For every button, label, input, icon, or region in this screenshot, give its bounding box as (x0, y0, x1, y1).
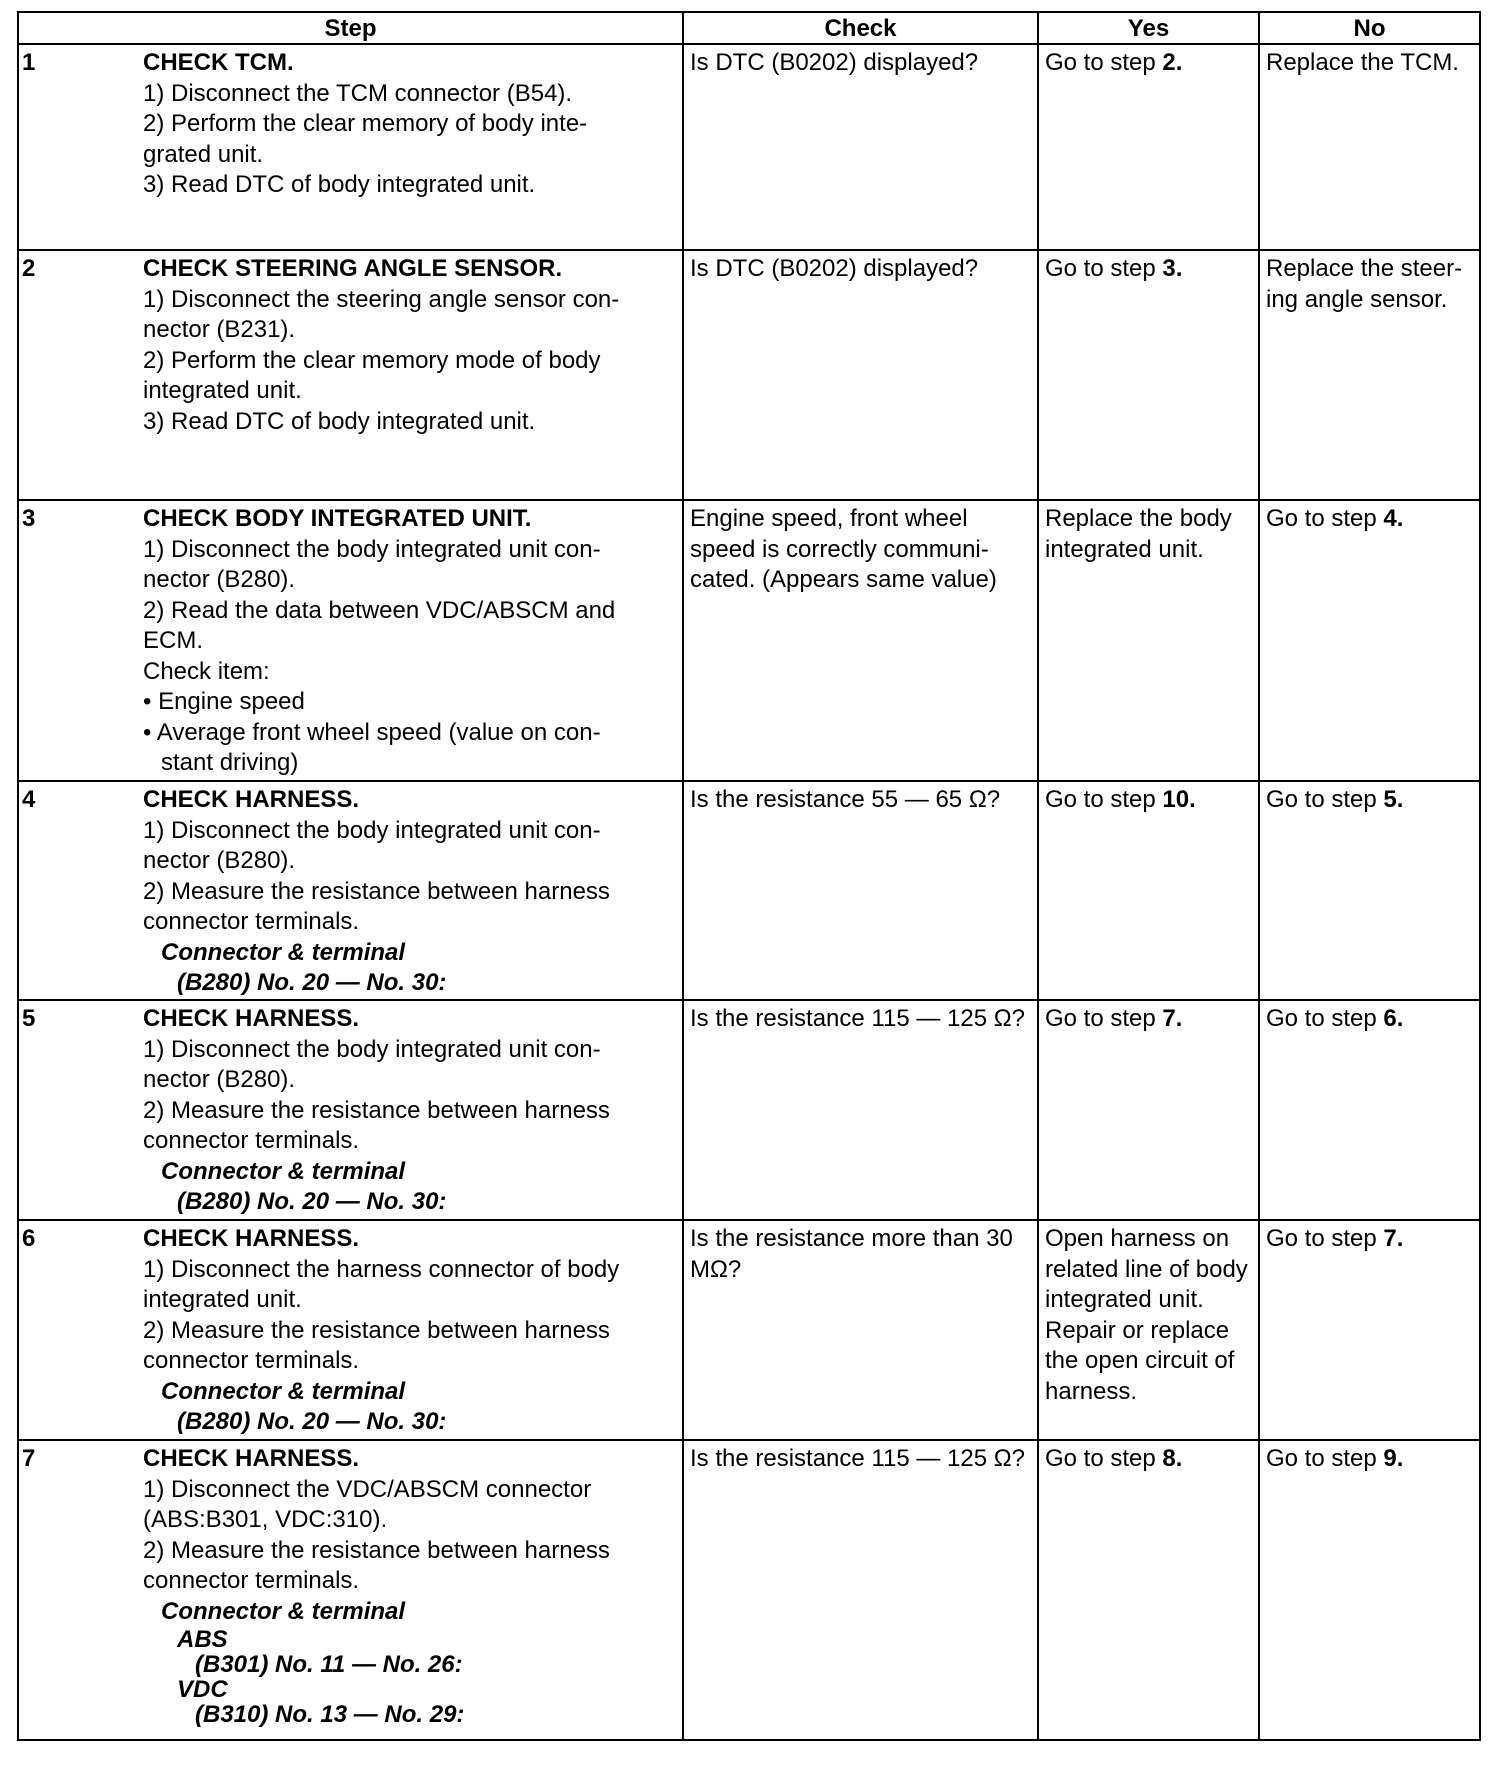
no-cell (1259, 250, 1480, 500)
step-line: 2) Perform the clear memory of body inte- (143, 110, 588, 137)
step-cell (18, 1220, 683, 1440)
step-line: connector terminals. (143, 1567, 360, 1594)
step-line: integrated unit. (143, 1286, 302, 1313)
step-number: 4 (22, 786, 36, 813)
step-title: CHECK HARNESS. (143, 1445, 360, 1472)
step-cell (18, 44, 683, 250)
connector-terminal-abs: (B301) No. 11 — No. 26: (195, 1651, 463, 1678)
no-step-ref: 9. (1383, 1445, 1404, 1472)
step-title: CHECK HARNESS. (143, 1005, 360, 1032)
step-line: 1) Disconnect the body integrated unit con- (143, 535, 601, 563)
table-row (18, 1000, 1480, 1220)
yes-cell (1038, 1220, 1259, 1440)
no-text: Go to step (1266, 1005, 1384, 1032)
table-row (18, 781, 1480, 1000)
step-line: 3) Read DTC of body integrated unit. (143, 407, 536, 435)
step-line: connector terminals. (143, 1347, 360, 1374)
step-line: 3) Read DTC of body integrated unit. (143, 171, 536, 198)
no-step-ref: 4. (1383, 505, 1404, 532)
check-cell: Is the resistance 115 — 125 Ω? (683, 1000, 1038, 1220)
yes-cell (1038, 781, 1259, 1000)
check-cell: Is DTC (B0202) displayed? (683, 44, 1038, 250)
yes-cell (1038, 1440, 1259, 1740)
connector-heading: Connector & terminal (161, 1157, 406, 1185)
header-yes: Yes (1038, 12, 1259, 44)
no-text: Replace the steer-ing angle sensor. (1266, 255, 1463, 313)
step-line: 2) Measure the resistance between harness (143, 1316, 610, 1344)
header-no: No (1259, 12, 1480, 44)
connector-heading: Connector & terminal (161, 1597, 406, 1625)
step-line: 2) Measure the resistance between harness (143, 1096, 610, 1124)
step-number: 6 (22, 1225, 36, 1252)
check-cell: Engine speed, front wheel speed is correctly communi-cated. (Appears same value) (683, 500, 1038, 781)
yes-cell (1038, 500, 1259, 781)
step-number: 7 (22, 1445, 36, 1472)
step-cell (18, 1000, 683, 1220)
yes-text: Go to step (1045, 255, 1163, 282)
check-cell: Is the resistance 115 — 125 Ω? (683, 1440, 1038, 1740)
yes-cell (1038, 44, 1259, 250)
step-line: 1) Disconnect the VDC/ABSCM connector (143, 1475, 592, 1503)
connector-heading: Connector & terminal (161, 938, 406, 966)
connector-terminal: (B280) No. 20 — No. 30: (177, 1188, 447, 1215)
header-check: Check (683, 12, 1038, 44)
table-row (18, 1440, 1480, 1740)
no-text: Go to step (1266, 505, 1384, 532)
step-number: 2 (22, 255, 36, 282)
step-line: nector (B280). (143, 566, 296, 593)
table-row (18, 44, 1480, 250)
yes-text: Go to step (1045, 1005, 1163, 1032)
yes-step-ref: 8. (1162, 1445, 1183, 1472)
yes-text: Replace the body integrated unit. (1045, 505, 1232, 563)
yes-step-ref: 3. (1162, 255, 1183, 282)
step-title: CHECK HARNESS. (143, 1225, 360, 1252)
no-text: Go to step (1266, 1445, 1384, 1472)
no-step-ref: 7. (1383, 1225, 1404, 1252)
step-number: 1 (22, 49, 36, 76)
bullet-item: • Engine speed (143, 688, 305, 715)
step-cell (18, 500, 683, 781)
yes-text: Go to step (1045, 49, 1163, 76)
yes-step-ref: 7. (1162, 1005, 1183, 1032)
yes-step-ref: 2. (1162, 49, 1183, 76)
connector-group-vdc: VDC (177, 1676, 228, 1703)
yes-text: Go to step (1045, 1445, 1163, 1472)
step-line: 2) Read the data between VDC/ABSCM and (143, 596, 616, 624)
no-cell (1259, 44, 1480, 250)
bullet-item-cont: stant driving) (161, 749, 299, 776)
no-text: Go to step (1266, 1225, 1384, 1252)
table-row (18, 250, 1480, 500)
no-cell (1259, 500, 1480, 781)
step-line: connector terminals. (143, 1127, 360, 1154)
check-cell: Is the resistance 55 — 65 Ω? (683, 781, 1038, 1000)
yes-cell (1038, 250, 1259, 500)
step-line: nector (B280). (143, 847, 296, 874)
no-text: Go to step (1266, 786, 1384, 813)
no-step-ref: 5. (1383, 786, 1404, 813)
connector-terminal: (B280) No. 20 — No. 30: (177, 969, 447, 996)
no-cell (1259, 1000, 1480, 1220)
header-row (18, 12, 1480, 44)
step-line: 1) Disconnect the steering angle sensor con- (143, 285, 620, 313)
connector-terminal-vdc: (B310) No. 13 — No. 29: (195, 1701, 465, 1728)
step-line: 1) Disconnect the body integrated unit con- (143, 1035, 601, 1063)
step-title: CHECK TCM. (143, 49, 294, 76)
step-line: connector terminals. (143, 908, 360, 935)
step-line: 2) Perform the clear memory mode of body (143, 346, 601, 374)
connector-terminal: (B280) No. 20 — No. 30: (177, 1408, 447, 1435)
step-title: CHECK BODY INTEGRATED UNIT. (143, 505, 532, 532)
step-cell (18, 781, 683, 1000)
step-line: nector (B231). (143, 316, 296, 343)
step-title: CHECK STEERING ANGLE SENSOR. (143, 255, 563, 282)
step-line: integrated unit. (143, 377, 302, 404)
no-step-ref: 6. (1383, 1005, 1404, 1032)
step-title: CHECK HARNESS. (143, 786, 360, 813)
no-cell (1259, 1440, 1480, 1740)
table-row (18, 500, 1480, 781)
step-line: 2) Measure the resistance between harness (143, 1536, 610, 1564)
step-line: (ABS:B301, VDC:310). (143, 1506, 388, 1533)
yes-text: Open harness on related line of body integrated unit. Repair or replace the open circuit of harness. (1045, 1225, 1248, 1405)
connector-heading: Connector & terminal (161, 1377, 406, 1405)
yes-text: Go to step (1045, 786, 1163, 813)
step-line: 1) Disconnect the body integrated unit con- (143, 816, 601, 844)
check-cell: Is the resistance more than 30 MΩ? (683, 1220, 1038, 1440)
step-line: 1) Disconnect the harness connector of body (143, 1255, 620, 1283)
step-cell (18, 1440, 683, 1740)
step-line: ECM. (143, 627, 203, 654)
diagnostic-table (17, 11, 1481, 1741)
no-text: Replace the TCM. (1266, 49, 1459, 76)
bullet-item: • Average front wheel speed (value on con- (143, 718, 601, 746)
no-cell (1259, 1220, 1480, 1440)
step-line: grated unit. (143, 140, 264, 168)
step-line: 1) Disconnect the TCM connector (B54). (143, 79, 573, 107)
table-row (18, 1220, 1480, 1440)
step-line: 2) Measure the resistance between harness (143, 877, 610, 905)
step-number: 3 (22, 505, 36, 532)
step-cell (18, 250, 683, 500)
no-cell (1259, 781, 1480, 1000)
step-line: Check item: (143, 657, 270, 685)
yes-cell (1038, 1000, 1259, 1220)
step-number: 5 (22, 1005, 36, 1032)
connector-group-abs: ABS (177, 1626, 228, 1653)
step-line: nector (B280). (143, 1066, 296, 1093)
yes-step-ref: 10. (1162, 786, 1196, 813)
header-step: Step (18, 12, 683, 44)
check-cell: Is DTC (B0202) displayed? (683, 250, 1038, 500)
